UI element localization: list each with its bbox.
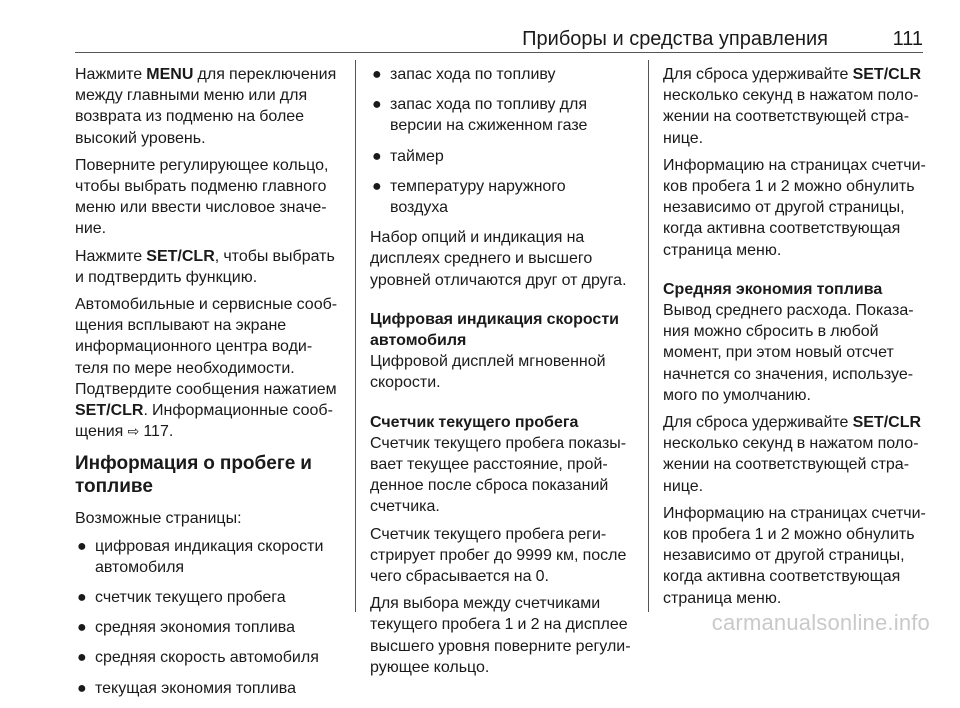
text-line: щения всплывают на экране bbox=[75, 317, 287, 335]
page-reference-icon: ⇨ bbox=[127, 423, 140, 440]
section-heading bbox=[75, 452, 345, 498]
bullet-icon: ● bbox=[77, 589, 87, 607]
text-span: для переключения bbox=[193, 66, 337, 83]
paragraph-trip-select bbox=[370, 593, 636, 678]
text-line: высокий уровень. bbox=[75, 129, 206, 147]
list-item-text: таймер bbox=[390, 147, 444, 165]
list-item bbox=[75, 536, 345, 578]
text-span: щения bbox=[75, 423, 128, 441]
paragraph-ring bbox=[75, 155, 345, 240]
list-item-text: запас хода по топливу bbox=[390, 66, 556, 83]
text-line: страница меню. bbox=[663, 241, 782, 259]
bullet-icon: ● bbox=[77, 537, 87, 555]
set-clr-label: SET/CLR bbox=[852, 66, 922, 83]
text-line: независимо от другой страницы, bbox=[663, 199, 905, 217]
text-line: Цифровой дисплей мгновенной bbox=[370, 353, 606, 371]
text-line: Для выбора между счетчиками bbox=[370, 595, 601, 613]
list-item bbox=[75, 617, 345, 638]
column-divider-2 bbox=[648, 60, 649, 612]
text-line: денное после сброса показаний bbox=[370, 477, 609, 495]
text-line bbox=[75, 400, 345, 421]
column-1 bbox=[75, 64, 345, 708]
text-line: информационного центра води- bbox=[75, 338, 313, 356]
menu-button-label: MENU bbox=[146, 66, 194, 83]
list-item-text: средняя экономия топлива bbox=[95, 619, 296, 637]
text-line: нице. bbox=[663, 477, 704, 495]
text-line: мого по умолчанию. bbox=[663, 386, 811, 404]
paragraph-options bbox=[370, 227, 636, 291]
pages-list-continued bbox=[370, 64, 636, 218]
text-line: жении на соответствующей стра- bbox=[663, 108, 910, 126]
heading-line: Информация о пробеге и bbox=[75, 453, 312, 475]
subheading: Средняя экономия топлива bbox=[663, 280, 883, 298]
page-header bbox=[75, 24, 923, 54]
list-item bbox=[370, 176, 636, 218]
list-item-text: счетчик текущего пробега bbox=[95, 589, 286, 607]
list-item bbox=[370, 64, 636, 85]
section-average-economy bbox=[663, 279, 925, 406]
text-line bbox=[663, 412, 925, 433]
text-line: Возможные страницы: bbox=[75, 510, 242, 528]
text-line bbox=[75, 64, 345, 85]
text-line: Автомобильные и сервисные сооб- bbox=[75, 296, 338, 314]
text-line: между главными меню или для bbox=[75, 87, 308, 105]
text-line: несколько секунд в нажатом поло- bbox=[663, 87, 919, 105]
text-line: меню или ввести числовое значе- bbox=[75, 199, 327, 217]
paragraph-reset-2 bbox=[663, 412, 925, 497]
text-line: начнется со значения, используе- bbox=[663, 365, 914, 383]
bullet-icon: ● bbox=[77, 649, 87, 667]
page-reference-link[interactable]: 117. bbox=[139, 423, 174, 441]
text-line: счетчика. bbox=[370, 498, 440, 516]
list-item-text: средняя скорость автомобиля bbox=[95, 649, 319, 667]
text-line: Информацию на страницах счетчи- bbox=[663, 156, 926, 174]
bullet-icon: ● bbox=[372, 147, 382, 165]
text-line: Вывод среднего расхода. Показа- bbox=[663, 302, 914, 320]
text-line: Поверните регулирующее кольцо, bbox=[75, 156, 329, 174]
section-digital-speed bbox=[370, 309, 636, 394]
page-number: 111 bbox=[892, 28, 923, 50]
text-line: ков пробега 1 и 2 можно обнулить bbox=[663, 178, 915, 196]
bullet-icon: ● bbox=[77, 679, 87, 697]
subheading: Цифровая индикация скорости bbox=[370, 310, 620, 328]
text-line: Счетчик текущего пробега показы- bbox=[370, 434, 627, 452]
list-item-text: автомобиля bbox=[95, 558, 185, 576]
text-line: несколько секунд в нажатом поло- bbox=[663, 435, 919, 453]
text-line: независимо от другой страницы, bbox=[663, 547, 905, 565]
bullet-icon: ● bbox=[372, 96, 382, 114]
pages-list bbox=[75, 536, 345, 699]
text-line: Счетчик текущего пробега реги- bbox=[370, 525, 607, 543]
set-clr-label: SET/CLR bbox=[75, 402, 144, 420]
text-line: теля по мере необходимости. bbox=[75, 359, 295, 377]
heading-line: топливе bbox=[75, 476, 153, 498]
text-line: ние. bbox=[75, 220, 107, 238]
list-item bbox=[75, 678, 345, 699]
text-line: страница меню. bbox=[663, 589, 782, 607]
paragraph-menu-button bbox=[75, 64, 345, 149]
paragraph-independent-reset-2 bbox=[663, 503, 925, 609]
list-item bbox=[75, 647, 345, 668]
text-line: ков пробега 1 и 2 можно обнулить bbox=[663, 526, 915, 544]
page-title: Приборы и средства управления bbox=[522, 28, 828, 50]
paragraph-pages bbox=[75, 508, 345, 529]
bullet-icon: ● bbox=[372, 177, 382, 195]
list-item bbox=[75, 587, 345, 608]
text-line: вает текущее расстояние, прой- bbox=[370, 456, 608, 474]
list-item-text: текущая экономия топлива bbox=[95, 679, 297, 697]
text-line: уровней отличаются друг от друга. bbox=[370, 271, 627, 289]
paragraph-trip-limit bbox=[370, 524, 636, 588]
list-item-text: запас хода по топливу для bbox=[390, 96, 588, 114]
text-span: . Информационные сооб- bbox=[143, 402, 333, 420]
text-span: Нажмите bbox=[75, 247, 147, 265]
header-divider bbox=[75, 52, 923, 53]
text-line: рующее кольцо. bbox=[370, 658, 490, 676]
text-line: и подтвердить функцию. bbox=[75, 268, 258, 286]
text-line bbox=[663, 64, 925, 85]
bullet-icon: ● bbox=[372, 66, 382, 83]
text-line: высшего уровня поверните регули- bbox=[370, 637, 631, 655]
list-item-text: температуру наружного bbox=[390, 177, 566, 195]
text-line: жении на соответствующей стра- bbox=[663, 456, 910, 474]
text-line: момент, при этом новый отсчет bbox=[663, 344, 894, 362]
paragraph-reset bbox=[663, 64, 925, 149]
list-item-text: воздуха bbox=[390, 199, 449, 217]
text-line: текущего пробега 1 и 2 на дисплее bbox=[370, 616, 628, 634]
column-divider-1 bbox=[355, 60, 356, 612]
list-item-text: версии на сжиженном газе bbox=[390, 117, 588, 135]
column-2 bbox=[370, 64, 636, 684]
text-line bbox=[75, 246, 345, 267]
text-line: чего сбрасывается на 0. bbox=[370, 568, 549, 586]
list-item bbox=[370, 94, 636, 136]
text-line bbox=[75, 421, 345, 442]
text-line: Набор опций и индикация на bbox=[370, 229, 585, 247]
text-line: возврата из подменю на более bbox=[75, 108, 305, 126]
subheading: автомобиля bbox=[370, 332, 467, 350]
subheading: Счетчик текущего пробега bbox=[370, 413, 579, 431]
paragraph-independent-reset bbox=[663, 155, 925, 261]
spacer bbox=[370, 400, 636, 412]
section-trip-odometer bbox=[370, 412, 636, 518]
text-span: , чтобы выбрать bbox=[214, 247, 335, 265]
set-clr-label: SET/CLR bbox=[146, 247, 215, 265]
text-line: когда активна соответствующая bbox=[663, 220, 901, 238]
text-line: ния можно сбросить в любой bbox=[663, 323, 879, 341]
text-line: чтобы выбрать подменю главного bbox=[75, 178, 327, 196]
text-line: когда активна соответствующая bbox=[663, 568, 901, 586]
paragraph-set-clr bbox=[75, 246, 345, 288]
column-3 bbox=[663, 64, 925, 615]
text-line: скорости. bbox=[370, 374, 441, 392]
text-line: стрирует пробег до 9999 км, после bbox=[370, 546, 627, 564]
text-line: Подтвердите сообщения нажатием bbox=[75, 380, 337, 398]
text-span: Для сброса удерживайте bbox=[663, 66, 853, 83]
spacer bbox=[370, 297, 636, 309]
text-line: нице. bbox=[663, 129, 704, 147]
watermark: carmanualsonline.info bbox=[711, 610, 930, 635]
text-span: Для сброса удерживайте bbox=[663, 414, 853, 432]
bullet-icon: ● bbox=[77, 619, 87, 637]
set-clr-label: SET/CLR bbox=[852, 414, 922, 432]
list-item bbox=[370, 146, 636, 167]
paragraph-messages bbox=[75, 294, 345, 442]
text-line: Информацию на страницах счетчи- bbox=[663, 504, 926, 522]
spacer bbox=[663, 267, 925, 279]
text-span: Нажмите bbox=[75, 66, 147, 83]
list-item-text: цифровая индикация скорости bbox=[95, 537, 324, 555]
text-line: дисплеях среднего и высшего bbox=[370, 250, 593, 268]
